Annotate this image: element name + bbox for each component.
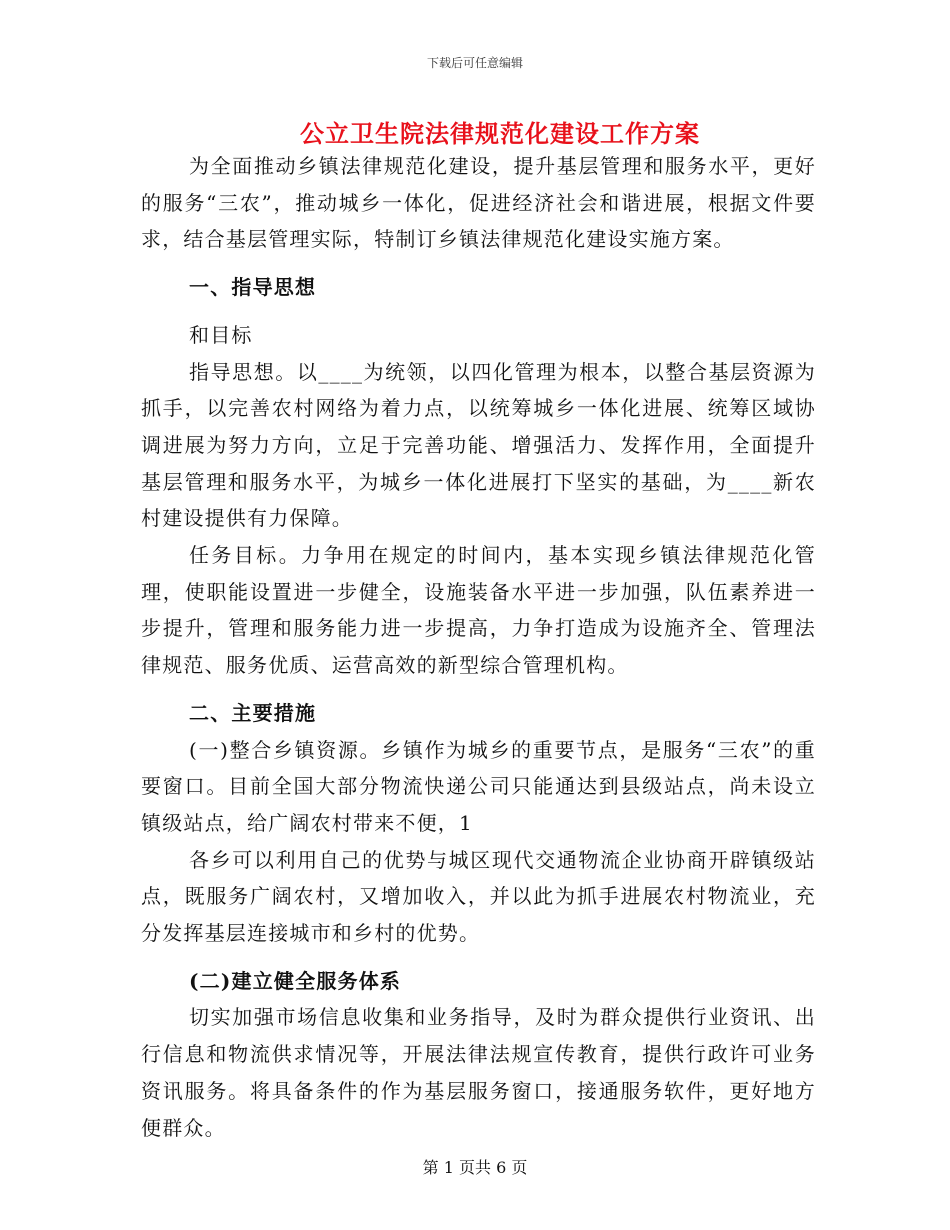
document-body [141, 148, 816, 1146]
section-subheading-service-system: (二)建立健全服务体系 [189, 968, 402, 993]
page-number: 第 1 页共 6 页 [422, 1158, 528, 1177]
task-goal-paragraph: 任务目标。力争用在规定的时间内，基本实现乡镇法律规范化管理，使职能设置进一步健全，设施装备水平进一步加强，队伍素养进一步提升，管理和服务能力进一步提高，力争打造成为设施齐全、管理法律规范、服务优质、运营高效的新型综合管理机构。 [141, 543, 816, 678]
measure-one-continued-paragraph: 各乡可以利用自己的优势与城区现代交通物流企业协商开辟镇级站点，既服务广阔农村，又增加收入，并以此为抓手进展农村物流业，充分发挥基层连接城市和乡村的优势。 [141, 847, 816, 946]
document-title: 公立卫生院法律规范化建设工作方案 [300, 119, 700, 148]
section-heading-guiding-thought: 一、指导思想 [189, 275, 317, 300]
header-note: 下载后可任意编辑 [426, 56, 523, 70]
measure-one-paragraph: (一)整合乡镇资源。乡镇作为城乡的重要节点，是服务“三农”的重要窗口。目前全国大部分物流快递公司只能通达到县级站点，尚未设立镇级站点，给广阔农村带来不便，1 [141, 737, 816, 835]
guiding-thought-paragraph: 指导思想。以____为统领，以四化管理为根本，以整合基层资源为抓手，以完善农村网络为着力点，以统筹城乡一体化进展、统筹区域协调进展为努力方向，立足于完善功能、增强活力、发挥作用，全面提升基层管理和服务水平，为城乡一体化进展打下坚实的基础，为____新农村建设提供有力保障。 [141, 359, 816, 531]
section-heading-main-measures: 二、主要措施 [189, 700, 317, 725]
service-system-paragraph: 切实加强市场信息收集和业务指导，及时为群众提供行业资讯、出行信息和物流供求情况等，开展法律法规宣传教育，提供行政许可业务资讯服务。将具备条件的作为基层服务窗口，接通服务软件，更好地方便群众。 [141, 1005, 816, 1140]
intro-paragraph: 为全面推动乡镇法律规范化建设，提升基层管理和服务水平，更好的服务“三农”，推动城乡一体化，促进经济社会和谐进展，根据文件要求，结合基层管理实际，特制订乡镇法律规范化建设实施方案。 [141, 154, 816, 252]
section-subheading-goals: 和目标 [189, 322, 253, 347]
